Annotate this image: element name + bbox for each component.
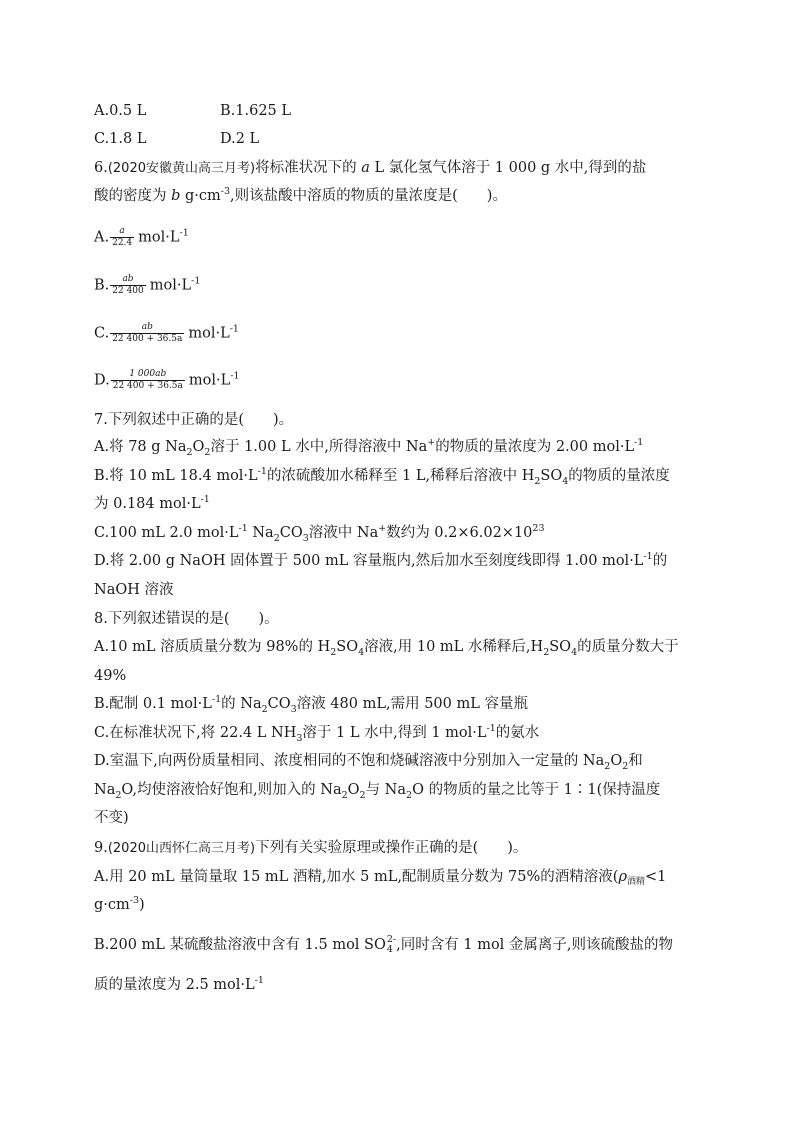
q7-option-d-line2: NaOH 溶液	[94, 582, 174, 598]
q6-option-b: B. $\frac{ab}{22 400}$ $mol\cdot L^{-1}$	[94, 274, 201, 296]
q8-option-b: B.配制 0.1 $mol\cdot L^{-1}$的 $Na_2CO_3$溶液 480 mL,需用 500 mL 容量瓶	[94, 694, 528, 715]
q7-option-b-line2: 为 0.184 $mol\cdot L^{-1}$	[94, 494, 210, 512]
q5-option-b: B.1.625 L	[220, 103, 292, 119]
q7-option-c: C.100 mL 2.0 $mol\cdot L^{-1}$ $Na_2CO_3$溶液中 Na+数约为 $0.2\times 6.02\times 10^{23}$	[94, 523, 545, 544]
q8-option-a-line1: A.10 mL 溶质质量分数为 98%的 $H_2SO_4$溶液,用 10 mL 水稀释后$,H_2SO_4$的质量分数大于	[94, 639, 679, 658]
q8-option-d-line1: D.室温下,向两份质量相同、浓度相同的不饱和烧碱溶液中分别加入一定量的 $Na_2O_2$和	[94, 753, 643, 772]
q8-stem: 8.下列叙述错误的是( )。	[94, 611, 279, 627]
fraction: $\frac{a}{22.4}$	[112, 226, 133, 248]
q5-option-c: C.1.8 L	[94, 131, 147, 147]
q5-option-d: D.2 L	[220, 131, 260, 147]
fraction: $\frac{1 000ab}{22 400 + 36.5a}$	[112, 369, 183, 391]
q9-stem: 9.(2020山西怀仁高三月考)下列有关实验原理或操作正确的是( )。	[94, 840, 528, 856]
q8-option-d-line3: 不变)	[94, 810, 129, 826]
q6-option-c: C. $\frac{ab}{22 400 + 36.5a}$ $mol\cdot L^{-1}$	[94, 322, 239, 344]
q9-option-a-line2: $g\cdot cm^{-3}$)	[94, 895, 145, 913]
q8-option-c: C.在标准状况下,将 22.4 L $NH_3$溶于 1 L 水中,得到 1 $mol\cdot L^{-1}$的氨水	[94, 723, 540, 744]
q8-option-a-line2: 49%	[94, 668, 127, 684]
q9-source: (2020山西怀仁高三月考)	[107, 841, 256, 856]
q6-source: (2020安徽黄山高三月考)	[107, 161, 256, 176]
q6-option-a: A. $\frac{a}{22.4}$ $mol\cdot L^{-1}$	[94, 226, 189, 248]
fraction: $\frac{ab}{22 400}$	[112, 274, 144, 296]
q8-option-d-line2: $Na_2O$,均使溶液恰好饱和,则加入的 $Na_2O_2$与 $Na_2O$ 的物质的量之比等于 1∶1(保持温度	[94, 782, 661, 801]
q6-stem-line2: 酸的密度为 b $g\cdot cm^{-3}$,则该盐酸中溶质的物质的量浓度是( )。	[94, 186, 507, 204]
q9-option-b-line1: B.200 mL 某硫酸盐溶液中含有 1.5 mol SO 2- 4 ,同时含有 1 mol 金属离子,则该硫酸盐的物	[94, 934, 674, 955]
fraction: $\frac{ab}{22 400 + 36.5a}$	[112, 322, 183, 344]
q7-stem: 7.下列叙述中正确的是( )。	[94, 412, 294, 428]
q7-option-b-line1: B.将 10 mL 18.4 $mol\cdot L^{-1}$的浓硫酸加水稀释至 1 L,稀释后溶液中 $H_2SO_4$的物质的量浓度	[94, 466, 670, 487]
q6-stem-line1: 6.(2020安徽黄山高三月考)将标准状况下的 a L 氯化氢气体溶于 1 000 g 水中,得到的盐	[94, 160, 647, 176]
q9-option-b-line2: 质的量浓度为 2.5 $mol\cdot L^{-1}$	[94, 975, 264, 993]
ion-charge: 2- 4	[386, 934, 397, 955]
q5-option-a: A.0.5 L	[94, 103, 147, 119]
q9-option-a-line1: A.用 20 mL 量筒量取 15 mL 酒精,加水 5 mL,配制质量分数为 75%的酒精溶液($\rho_{酒精}<1$	[94, 869, 667, 887]
q6-option-d: D. $\frac{1 000ab}{22 400 + 36.5a}$ $mol\cdot L^{-1}$	[94, 369, 240, 391]
q7-option-d-line1: D.将 2.00 g NaOH 固体置于 500 mL 容量瓶内,然后加水至刻度线即得 1.00 $mol\cdot L^{-1}$的	[94, 551, 668, 569]
q7-option-a: A.将 78 g $Na_2O_2$溶于 1.00 L 水中,所得溶液中 Na+的物质的量浓度为 2.00 $mol\cdot L^{-1}$	[94, 437, 644, 458]
